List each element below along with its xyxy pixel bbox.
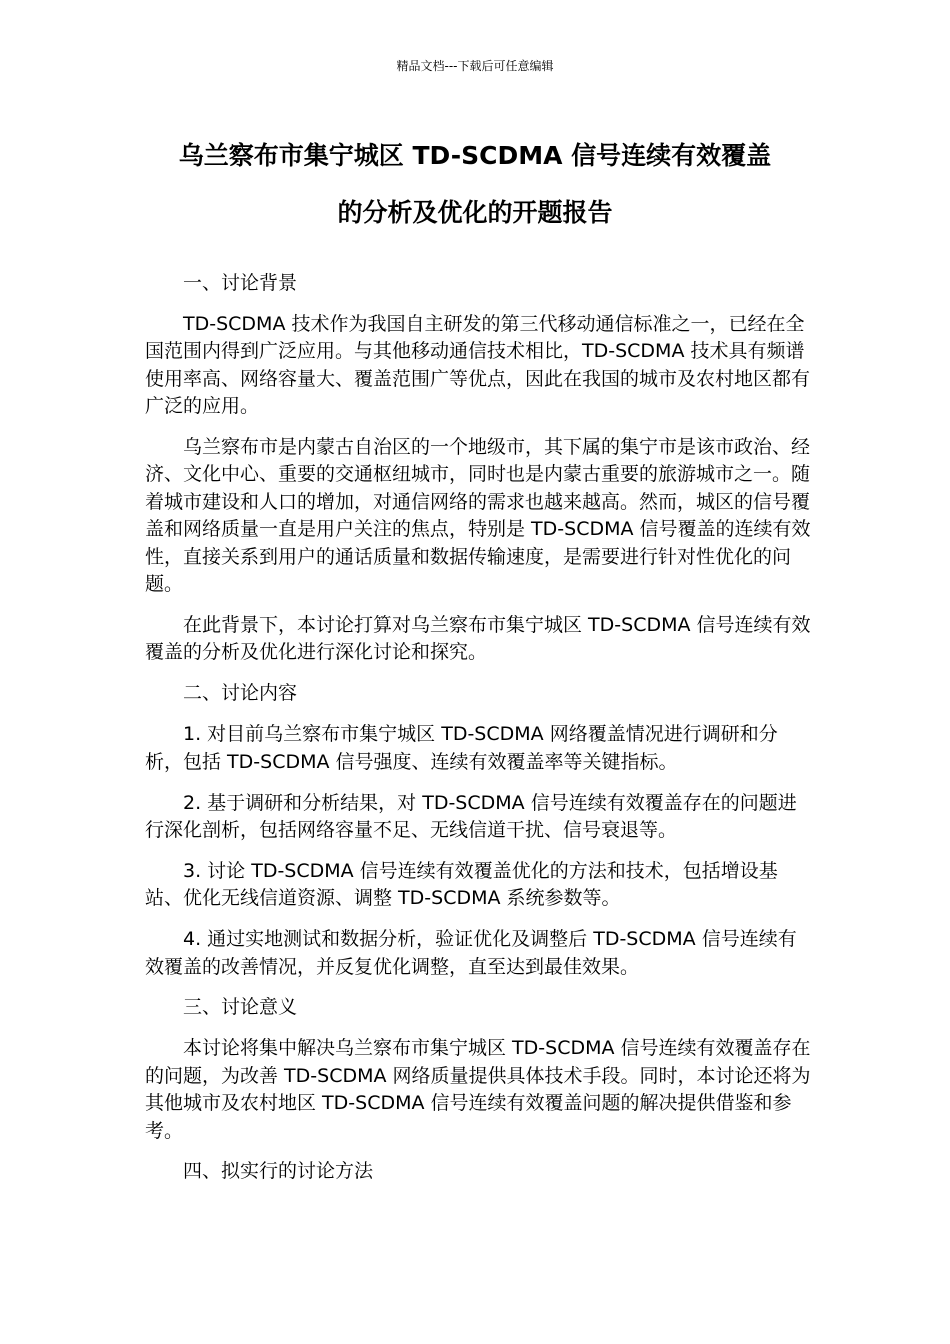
section-heading-methods: 四、拟实行的讨论方法 <box>183 1160 374 1183</box>
section-heading-content: 二、讨论内容 <box>183 682 298 705</box>
document-title-line-2: 的分析及优化的开题报告 <box>337 198 613 227</box>
list-item: 1. 对目前乌兰察布市集宁城区 TD-SCDMA 网络覆盖情况进行调研和分析，包括 TD-SCDMA 信号强度、连续有效覆盖率等关键指标。 <box>145 723 778 773</box>
section-heading-significance: 三、讨论意义 <box>183 996 298 1019</box>
paragraph: 乌兰察布市是内蒙古自治区的一个地级市，其下属的集宁市是该市政治、经济、文化中心、重要的交通枢纽城市，同时也是内蒙古重要的旅游城市之一。随着城市建设和人口的增加，对通信网络的需求也越来越高。然而，城区的信号覆盖和网络质量一直是用户关注的焦点，特别是 TD-SCDMA 信号覆盖的连续有效性，直接关系到用户的通话质量和数据传输速度，是需要进行针对性优化的问题。 <box>145 436 811 596</box>
paragraph: TD-SCDMA 技术作为我国自主研发的第三代移动通信标准之一，已经在全国范围内得到广泛应用。与其他移动通信技术相比，TD-SCDMA 技术具有频谱使用率高、网络容量大、覆盖范围广等优点，因此在我国的城市及农村地区都有广泛的应用。 <box>145 312 811 418</box>
list-item: 2. 基于调研和分析结果，对 TD-SCDMA 信号连续有效覆盖存在的问题进行深化剖析，包括网络容量不足、无线信道干扰、信号衰退等。 <box>145 791 797 841</box>
document-title-line-1: 乌兰察布市集宁城区 TD-SCDMA 信号连续有效覆盖 <box>178 141 772 170</box>
list-item: 4. 通过实地测试和数据分析，验证优化及调整后 TD-SCDMA 信号连续有效覆盖的改善情况，并反复优化调整，直至达到最佳效果。 <box>145 928 797 978</box>
list-item: 3. 讨论 TD-SCDMA 信号连续有效覆盖优化的方法和技术，包括增设基站、优化无线信道资源、调整 TD-SCDMA 系统参数等。 <box>145 859 778 910</box>
document-body <box>145 270 813 1186</box>
section-heading-background: 一、讨论背景 <box>183 272 298 294</box>
paragraph: 在此背景下，本讨论打算对乌兰察布市集宁城区 TD-SCDMA 信号连续有效覆盖的分析及优化进行深化讨论和探究。 <box>145 613 811 664</box>
header-note: 精品文档---下载后可任意编辑 <box>396 59 554 73</box>
paragraph: 本讨论将集中解决乌兰察布市集宁城区 TD-SCDMA 信号连续有效覆盖存在的问题，为改善 TD-SCDMA 网络质量提供具体技术手段。同时，本讨论还将为其他城市及农村地区 TD-SCDMA 信号连续有效覆盖问题的解决提供借鉴和参考。 <box>145 1037 811 1142</box>
